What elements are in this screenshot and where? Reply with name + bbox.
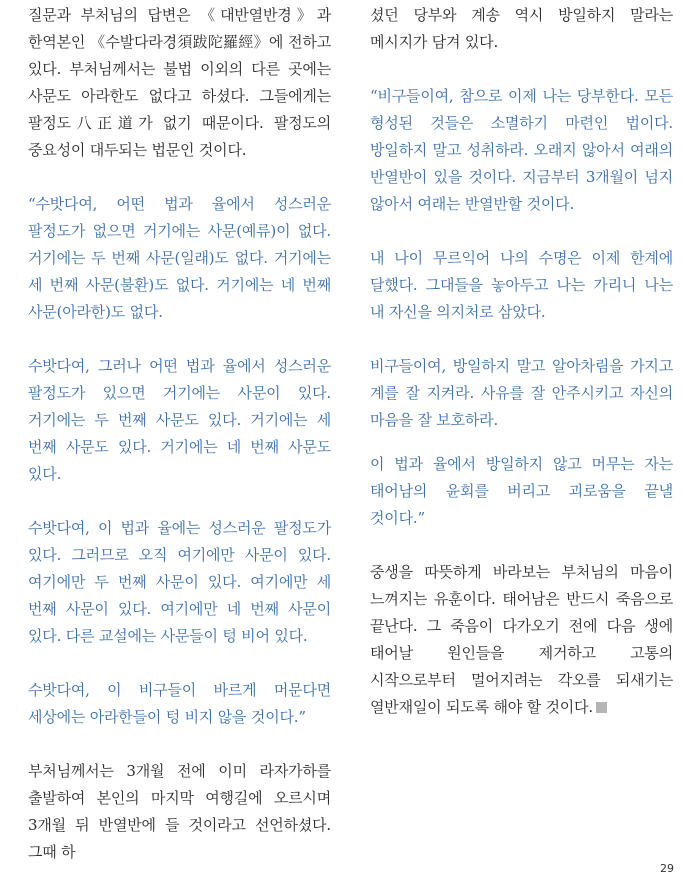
- paragraph-gap: [28, 731, 331, 758]
- paragraph-gap: [28, 164, 331, 191]
- end-of-article-mark: [596, 702, 607, 713]
- quote-paragraph: 수밧다여, 이 비구들이 바르게 머문다면 세상에는 아라한들이 텅 비지 않을 것이다.”: [28, 681, 331, 726]
- quote-paragraph: “수밧다여, 어떤 법과 율에서 성스러운 팔정도가 없으면 거기에는 사문(예류)이 없다. 거기에는 두 번째 사문(일래)도 없다. 거기에는 세 번째 사문(불환)도 없다. 거기에는 네 번째 사문(아라한)도 없다.: [28, 195, 331, 321]
- body-paragraph: 셨던 당부와 계송 역시 방일하지 말라는 메시지가 담겨 있다.: [370, 6, 673, 51]
- paragraph-gap: [370, 434, 673, 451]
- right-column: [370, 2, 673, 721]
- quote-paragraph: 비구들이여, 방일하지 말고 알아차림을 가지고 계를 잘 지켜라. 사유를 잘 안주시키고 자신의 마음을 잘 보호하라.: [370, 357, 673, 429]
- paragraph-gap: [370, 326, 673, 353]
- body-paragraph: 부처님께서는 3개월 전에 이미 라자가하를 출발하여 본인의 마지막 여행길에 오르시며 3개월 뒤 반열반에 들 것이라고 선언하셨다. 그때 하: [28, 762, 331, 861]
- paragraph-gap: [28, 326, 331, 353]
- quote-paragraph: “비구들이여, 참으로 이제 나는 당부한다. 모든 형성된 것들은 소멸하기 마련인 법이다. 방일하지 말고 성취하라. 오래지 않아서 여래의 반열반이 있을 것이다. 지금부터 3개월이 넘지 않아서 여래는 반열반할 것이다.: [370, 87, 673, 213]
- quote-paragraph: 이 법과 율에서 방일하지 않고 머무는 자는 태어남의 윤회를 버리고 괴로움을 끝낼 것이다.”: [370, 455, 673, 527]
- paragraph-gap: [28, 488, 331, 515]
- left-column: [28, 2, 331, 866]
- quote-paragraph: 내 나이 무르익어 나의 수명은 이제 한계에 달했다. 그대들을 놓아두고 나는 가리니 나는 내 자신을 의지처로 삼았다.: [370, 249, 673, 321]
- quote-paragraph: 수밧다여, 이 법과 율에는 성스러운 팔정도가 있다. 그러므로 오직 여기에만 사문이 있다. 여기에만 두 번째 사문이 있다. 여기에만 세 번째 사문이 있다. 여기에만 네 번째 사문이 있다. 다른 교설에는 사문들이 텅 비어 있다.: [28, 519, 331, 645]
- paragraph-gap: [370, 56, 673, 83]
- quote-paragraph: 수밧다여, 그러나 어떤 법과 율에서 성스러운 팔정도가 있으면 거기에는 사문이 있다. 거기에는 두 번째 사문도 있다. 거기에는 세 번째 사문도 있다. 거기에는 네 번째 사문도 있다.: [28, 357, 331, 483]
- paragraph-gap: [28, 650, 331, 677]
- page-number: 29: [660, 862, 674, 875]
- body-paragraph: 질문과 부처님의 답변은 《대반열반경》과 한역본인 《수발다라경須跋陀羅經》에 전하고 있다. 부처님께서는 불법 이외의 다른 곳에는 사문도 아라한도 없다고 하셨다. 그들에게는 팔정도八正道가 없기 때문이다. 팔정도의 중요성이 대두되는 법문인 것이다.: [28, 6, 331, 159]
- closing-paragraph: [370, 559, 673, 721]
- paragraph-gap: [370, 532, 673, 559]
- paragraph-gap: [370, 218, 673, 245]
- closing-text: 중생을 따뜻하게 바라보는 부처님의 마음이 느껴지는 유훈이다. 태어남은 반드시 죽음으로 끝난다. 그 죽음이 다가오기 전에 다음 생에 태어날 원인들을 제거하고 고통의 시작으로부터 멀어지려는 각오를 되새기는 열반재일이 되도록 해야 할 것이다.: [370, 563, 673, 716]
